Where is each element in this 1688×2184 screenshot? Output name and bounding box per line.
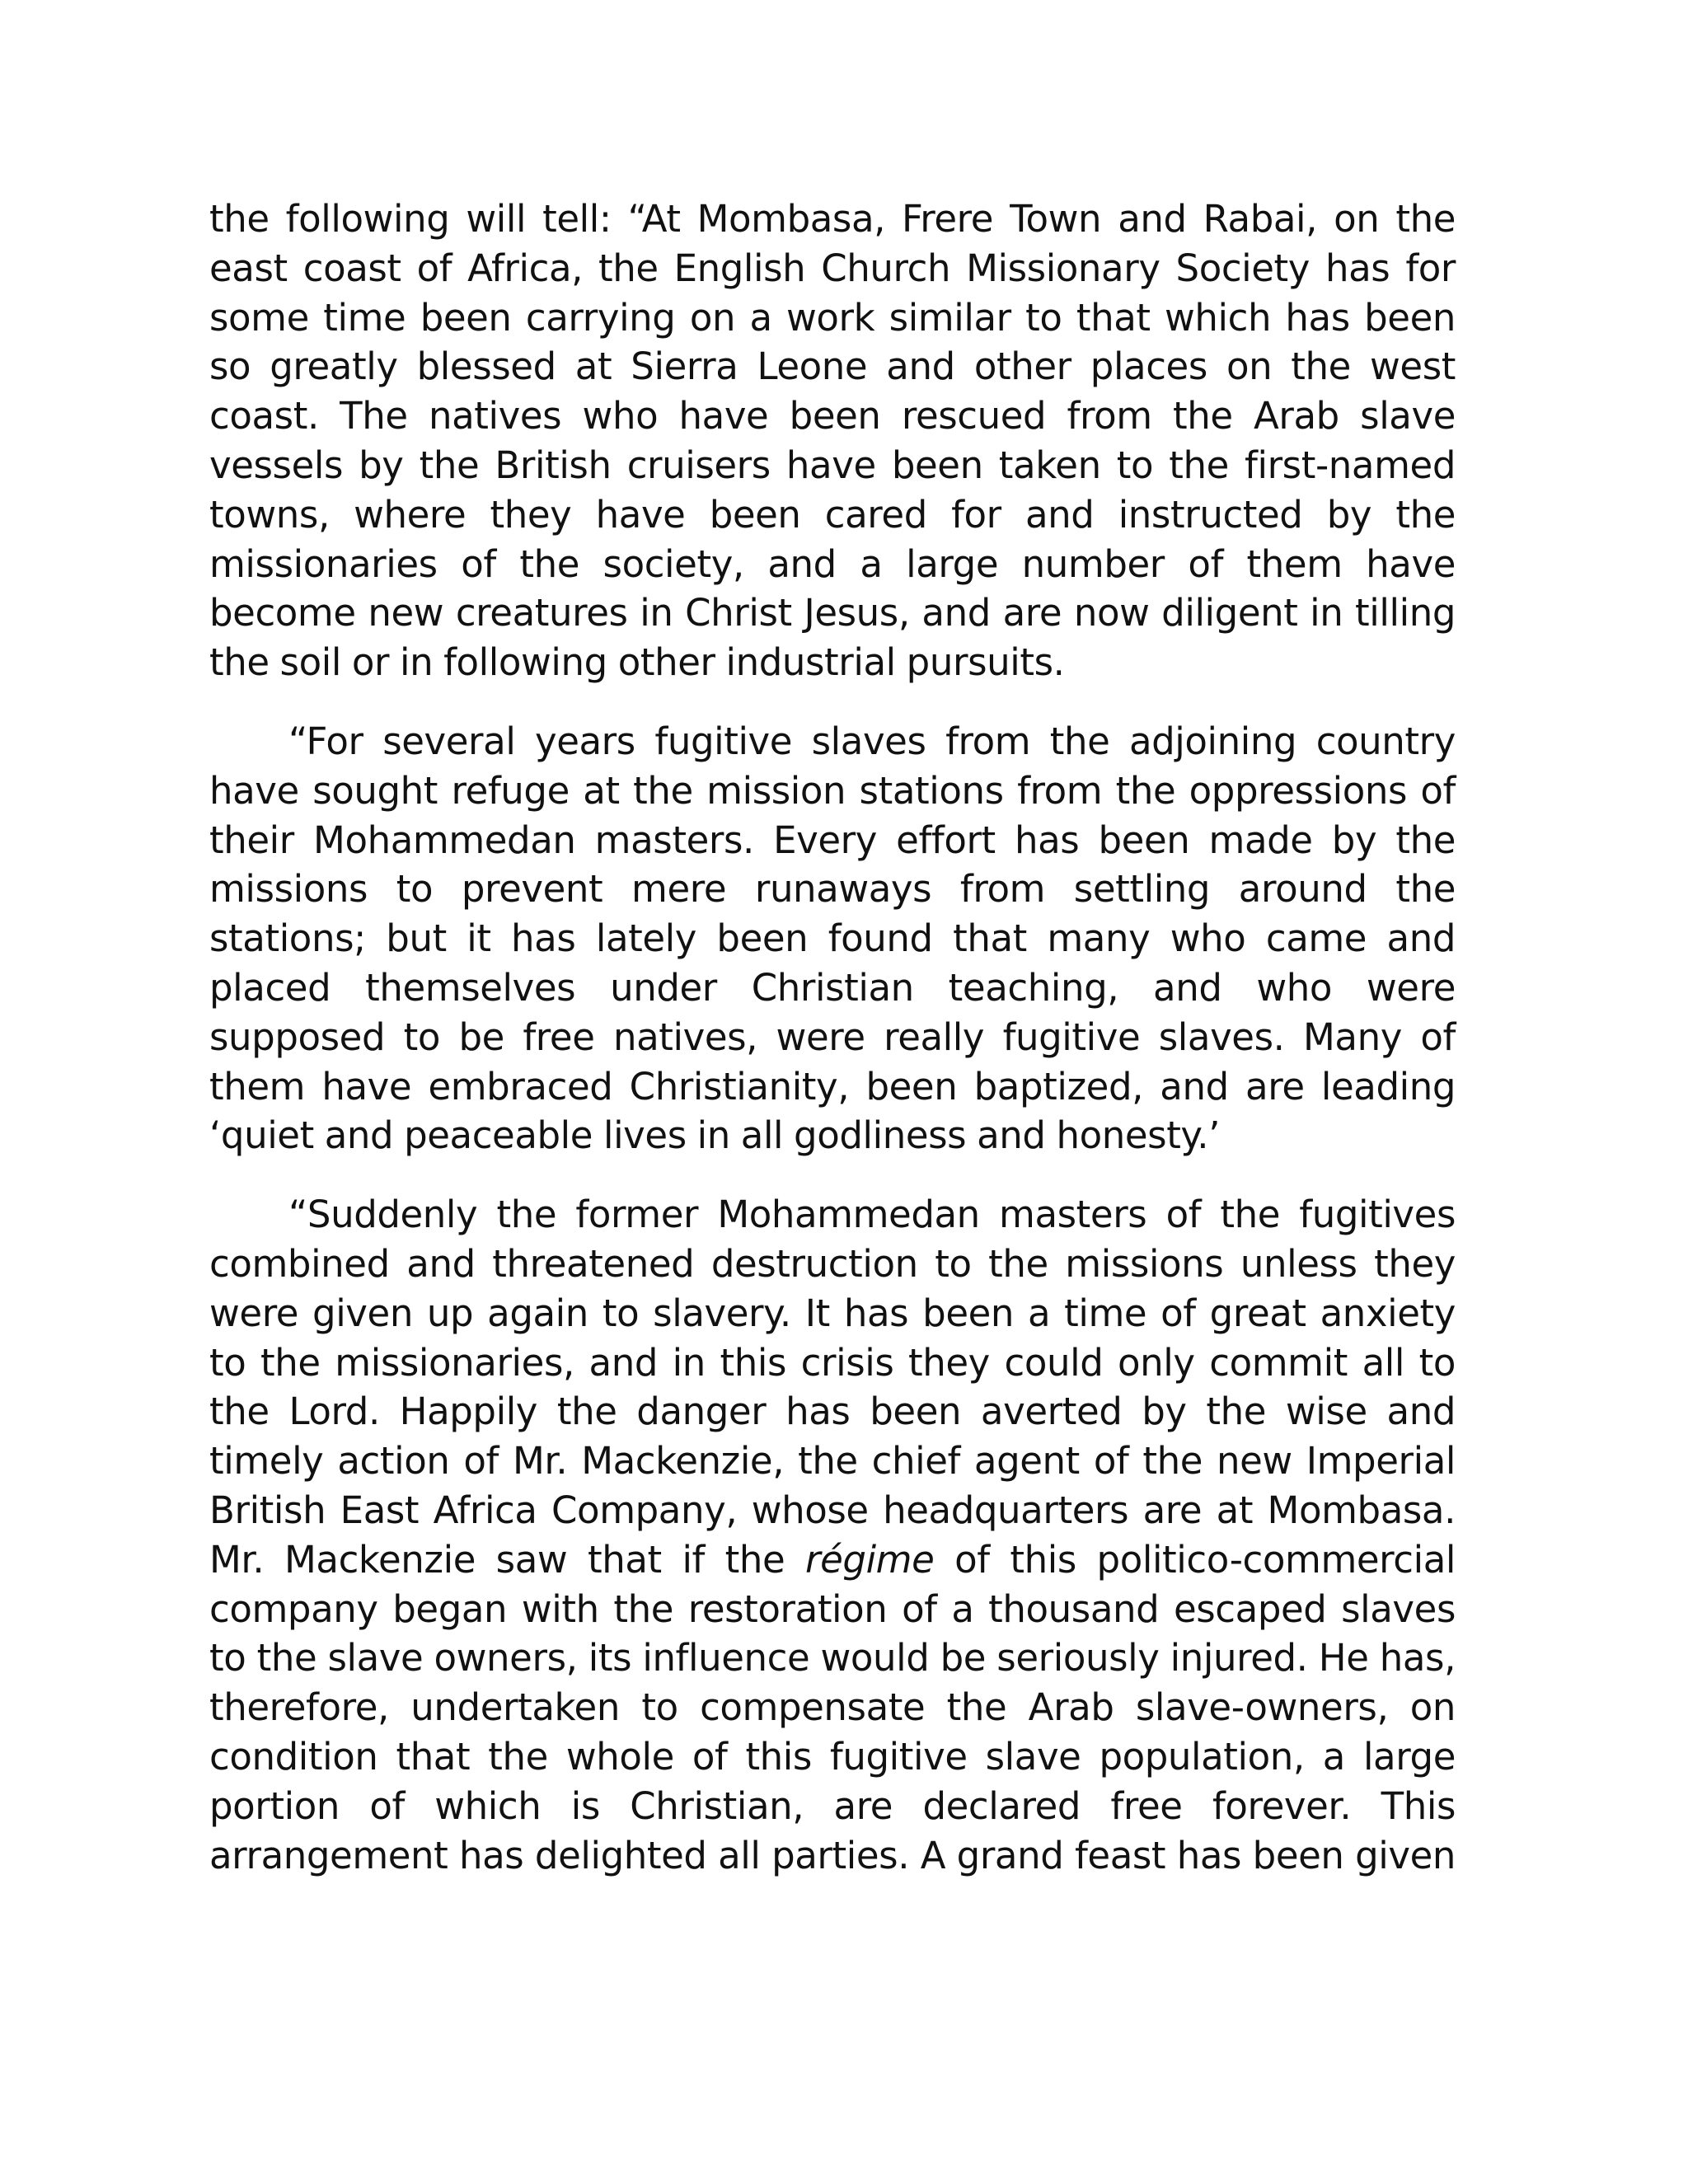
paragraph-3 (209, 1190, 1456, 1880)
paragraph-2: “For several years fugitive slaves from the adjoining country have sought refuge at the mission stations from the oppressions of their Mohammedan masters. Every effort has been made by the missions to prevent mere runaways from settling around the stations; but it has lately been found that many who came and placed themselves under Christian teaching, and who were supposed to be free natives, were really fugitive slaves. Many of them have embraced Christianity, been baptized, and are leading ‘quiet and peaceable lives in all godliness and honesty.’ (209, 719, 1456, 1158)
italic-word-regime: régime (805, 1537, 935, 1582)
paragraph-1: the following will tell: “At Mombasa, Frere Town and Rabai, on the east coast of Africa, the English Church Missionary Society has for some time been carrying on a work similar to that which has been so greatly blessed at Sierra Leone and other places on the west coast. The natives who have been rescued from the Arab slave vessels by the British cruisers have been taken to the first-named towns, where they have been cared for and instructed by the missionaries of the society, and a large number of them have become new creatures in Christ Jesus, and are now diligent in tilling the soil or in following other industrial pursuits. (209, 197, 1456, 685)
document-page (209, 194, 1456, 1910)
paragraph-3-before: “Suddenly the former Mohammedan masters of the fugitives combined and threatened destruction to the missions unless they were given up again to slavery. It has been a time of great anxiety to the missionaries, and in this crisis they could only commit all to the Lord. Happily the danger has been averted by the wise and timely action of Mr. Mackenzie, the chief agent of the new Imperial British East Africa Company, whose headquarters are at Mombasa. Mr. Mackenzie saw that if the (209, 1193, 1456, 1582)
paragraph-3-after: of this politico-commercial company began with the restoration of a thousand escaped slaves to the slave owners, its influence would be seriously injured. He has, therefore, undertaken to compensate the Arab slave-owners, on condition that the whole of this fugitive slave population, a large portion of which is Christian, are declared free forever. This arrangement has delighted all parties. A grand feast has been given (209, 1537, 1456, 1877)
